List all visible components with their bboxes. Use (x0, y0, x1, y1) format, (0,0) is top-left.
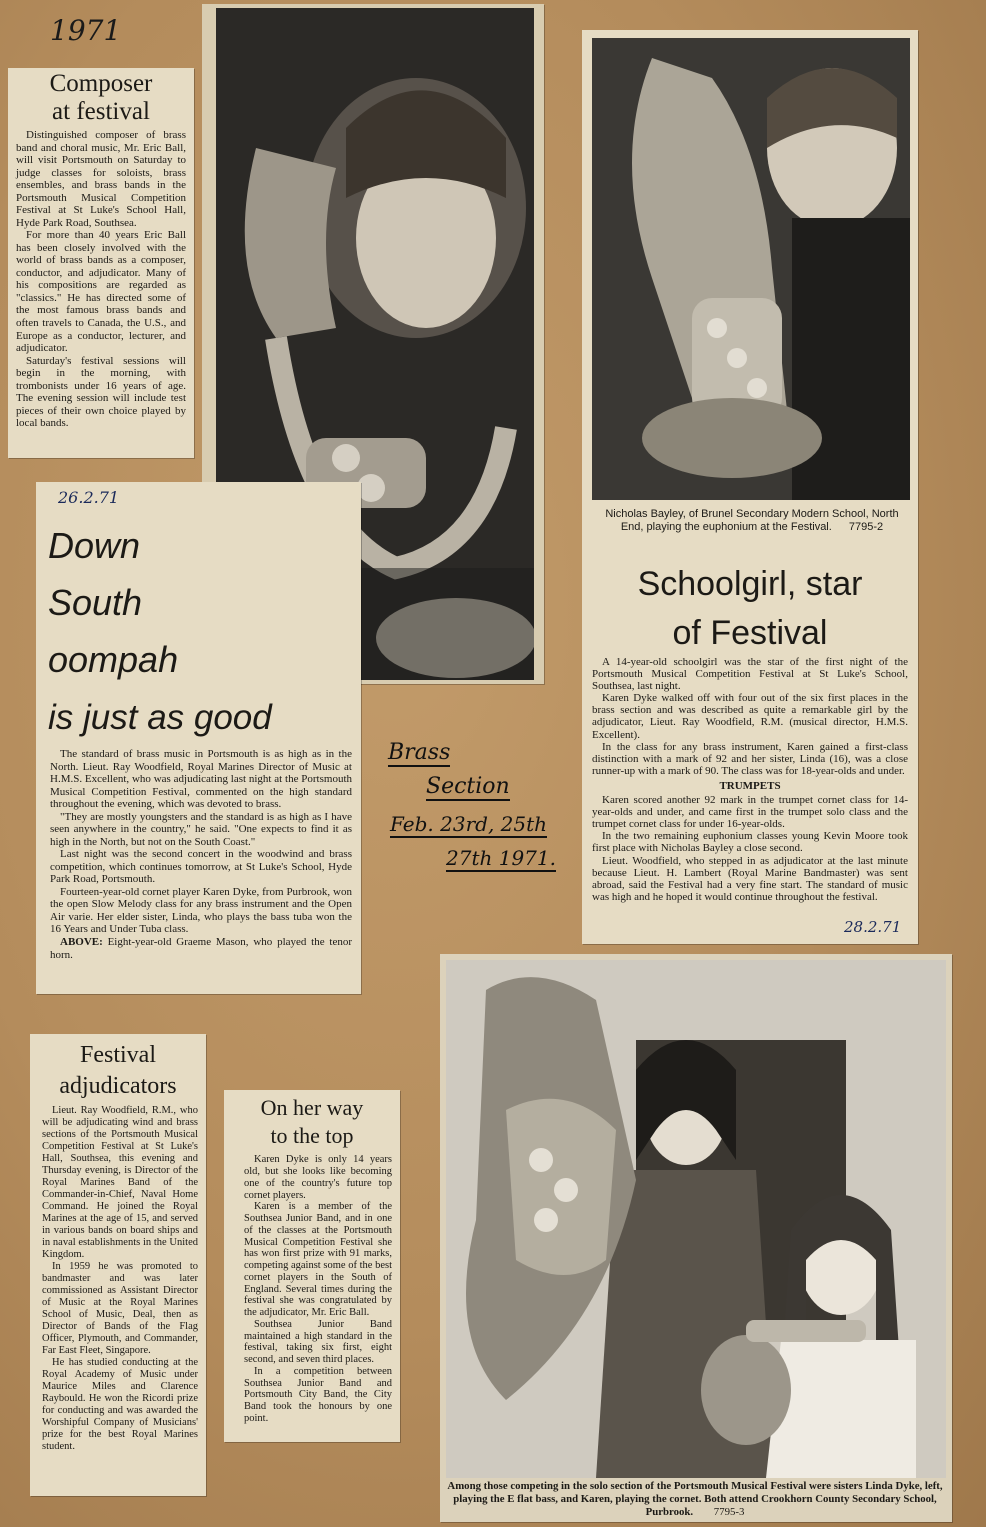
schoolgirl-headline-line2: of Festival (672, 613, 828, 652)
schoolgirl-paragraph: In the class for any brass instrument, Karen gained a first-class distinction with a mark of 92 and her sister, Linda (16), was a close runner-up with a mark of 90. The class was for 18-year-olds and under. (592, 740, 908, 777)
down-south-above-caption (50, 936, 352, 961)
nicholas-caption: Nicholas Bayley, of Brunel Secondary Modern School, North End, playing the euphonium at the Festival. (605, 508, 899, 533)
clipping-composer (8, 68, 194, 458)
above-label: ABOVE: (60, 935, 103, 948)
down-south-paragraph: Fourteen-year-old cornet player Karen Dyke, from Purbrook, won the open Slow Melody class for any brass instrument and the Open Air varie. Her elder sister, Linda, who plays the bass tuba won the 16 Years and Under Tuba class. (50, 885, 352, 936)
adjudicators-title-line1: Festival (80, 1042, 156, 1068)
handwritten-brass-section-note (378, 740, 578, 880)
schoolgirl-paragraph: In the two remaining euphonium classes young Kevin Moore took first place with Nicholas Bayley a close second. (592, 830, 908, 855)
down-south-headline-line2: South (48, 581, 143, 623)
clipping-sisters (440, 954, 952, 1522)
composer-paragraph: Distinguished composer of brass band and choral music, Mr. Eric Ball, will visit Portsmouth on Saturday to judge classes for soloists, brass ensembles, and brass bands in the Portsmouth Musical Competition Festival at St Luke's School Hall, Hyde Park Road, Southsea. (16, 129, 186, 229)
on-her-way-title-line2: to the top (270, 1123, 354, 1149)
brass-note-line4: 27th 1971. (446, 846, 556, 870)
composer-title-line2: at festival (52, 97, 150, 125)
down-south-headline-line1: Down (48, 525, 141, 566)
nicholas-ref: 7795-2 (848, 520, 884, 533)
above-text: Eight-year-old Graeme Mason, who played the tenor horn. (50, 935, 352, 961)
clipping-down-south (36, 482, 361, 994)
brass-note-line2: Section (426, 774, 510, 799)
on-her-way-paragraph: Karen Dyke is only 14 years old, but she looks like becoming one of the country's future top cornet players. (244, 1154, 392, 1201)
down-south-paragraph: "They are mostly youngsters and the standard is as high as I have seen anywhere in the country," he said. "One expects to find it as high in the North, but not on the South Coast." (50, 810, 352, 848)
down-south-paragraph: Last night was the second concert in the woodwind and brass competition, which continues tomorrow, at St Luke's School, Hyde Park Road, Portsmouth. (50, 848, 352, 886)
photo-dyke-sisters (446, 960, 946, 1478)
brass-note-line1: Brass (388, 740, 451, 765)
down-south-paragraph: The standard of brass music in Portsmouth is as high as in the North. Lieut. Ray Woodfield, Royal Marines Director of Music at H.M.S. Excellent, who was adjudicating last night at the Portsmouth Musical Competition Festival, commented on the high standard throughout the evening, which was devoted to brass. (50, 748, 352, 811)
schoolgirl-paragraph: Karen Dyke walked off with four out of the six first places in the brass section and was described as quite a remarkable girl by the adjudicator, Lieut. Ray Woodfield, R.M. (musical director, H.M.S. Excellent). (592, 692, 908, 741)
schoolgirl-subhead: TRUMPETS (719, 779, 781, 792)
composer-paragraph: For more than 40 years Eric Ball has been closely involved with the world of brass bands as a composer, conductor, and adjudicator. Many of his compositions are regarded as "classics." He has directed some of the most famous brass bands and often travels to Canada, the U.S., and Europe as a conductor, lecturer, and adjudicator. (16, 229, 186, 355)
composer-title-line1: Composer (49, 70, 153, 97)
handwritten-date-schoolgirl: 28.2.71 (844, 918, 902, 936)
sisters-ref: 7795-3 (713, 1505, 745, 1518)
adjudicators-paragraph: In 1959 he was promoted to bandmaster and was later commissioned as Assistant Director of Music at the Royal Marines School of Music, Deal, then as Director of Bands of the Flag Officer, Plymouth, and Commander, Far East Fleet, Singapore. (42, 1261, 198, 1356)
on-her-way-title-line1: On her way (260, 1095, 364, 1120)
brass-note-line3: Feb. 23rd, 25th (390, 812, 548, 836)
adjudicators-paragraph: Lieut. Ray Woodfield, R.M., who will be adjudicating wind and brass sections of the Portsmouth Musical Competition Festival at St Luke's Hall, Southsea, this evening and Thursday evening, is Director of the Royal Marines Band of the Commander-in-Chief, Naval Home Command. He joined the Royal Marines at the age of 15, and served in various bands on board ships and in naval establishments in the United Kingdom. (42, 1105, 198, 1261)
clipping-on-her-way (224, 1090, 400, 1442)
composer-paragraph: Saturday's festival sessions will begin in the morning, with trombonists under 16 years of age. The evening session will include test pieces of their own choice played by local bands. (16, 354, 186, 430)
on-her-way-paragraph: Karen is a member of the Southsea Junior Band, and in one of the classes at the Portsmouth Musical Competition Festival she has won first prize with 91 marks, competing against some of the best cornet players in the South of England. Several times during the festival she was congratulated by the adjudicator, Mr. Eric Ball. (244, 1201, 392, 1319)
schoolgirl-paragraph: A 14-year-old schoolgirl was the star of the first night of the Portsmouth Musical Competition Festival at St Luke's School, Southsea, last night. (592, 656, 908, 693)
clipping-adjudicators (30, 1034, 206, 1496)
schoolgirl-headline-line1: Schoolgirl, star (637, 565, 863, 603)
handwritten-year: 1971 (50, 14, 122, 47)
down-south-headline-line4: is just as good (48, 698, 272, 737)
photo-nicholas-euphonium (592, 38, 910, 500)
on-her-way-paragraph: Southsea Junior Band maintained a high standard in the festival, taking six first, eight second, and seven third places. (244, 1318, 392, 1366)
sisters-caption: Among those competing in the solo section of the Portsmouth Musical Festival were sisters Linda Dyke, left, playing the E flat bass, and Karen, playing the cornet. Both attend Crookhorn County Secondary School, Purbrook. (447, 1480, 943, 1518)
schoolgirl-paragraph: Karen scored another 92 mark in the trumpet cornet class for 14-year-olds and under, and came first in the trumpet solo class and the trumpet cornet class for under 16-year-olds. (592, 794, 908, 831)
on-her-way-paragraph: In a competition between Southsea Junior Band and Portsmouth City Band, the City Band took the honours by one point. (244, 1365, 392, 1424)
handwritten-date-down-south: 26.2.71 (58, 488, 120, 507)
down-south-headline-line3: oompah (48, 638, 179, 680)
schoolgirl-paragraph: Lieut. Woodfield, who stepped in as adjudicator at the last minute because Lieut. H. Lambert (Royal Marine Bandmaster) was sent abroad, said the Festival had a very fine start. The standard of music was high and he hoped it would continue throughout the festival. (592, 854, 908, 903)
adjudicators-title-line2: adjudicators (59, 1072, 177, 1099)
adjudicators-paragraph: He has studied conducting at the Royal Academy of Music under Maurice Miles and Clarence Raybould. He won the Ricordi prize for conducting and was awarded the Worshipful Company of Musicians' prize for the best Royal Marines student. (42, 1356, 198, 1452)
clipping-schoolgirl (582, 30, 918, 944)
